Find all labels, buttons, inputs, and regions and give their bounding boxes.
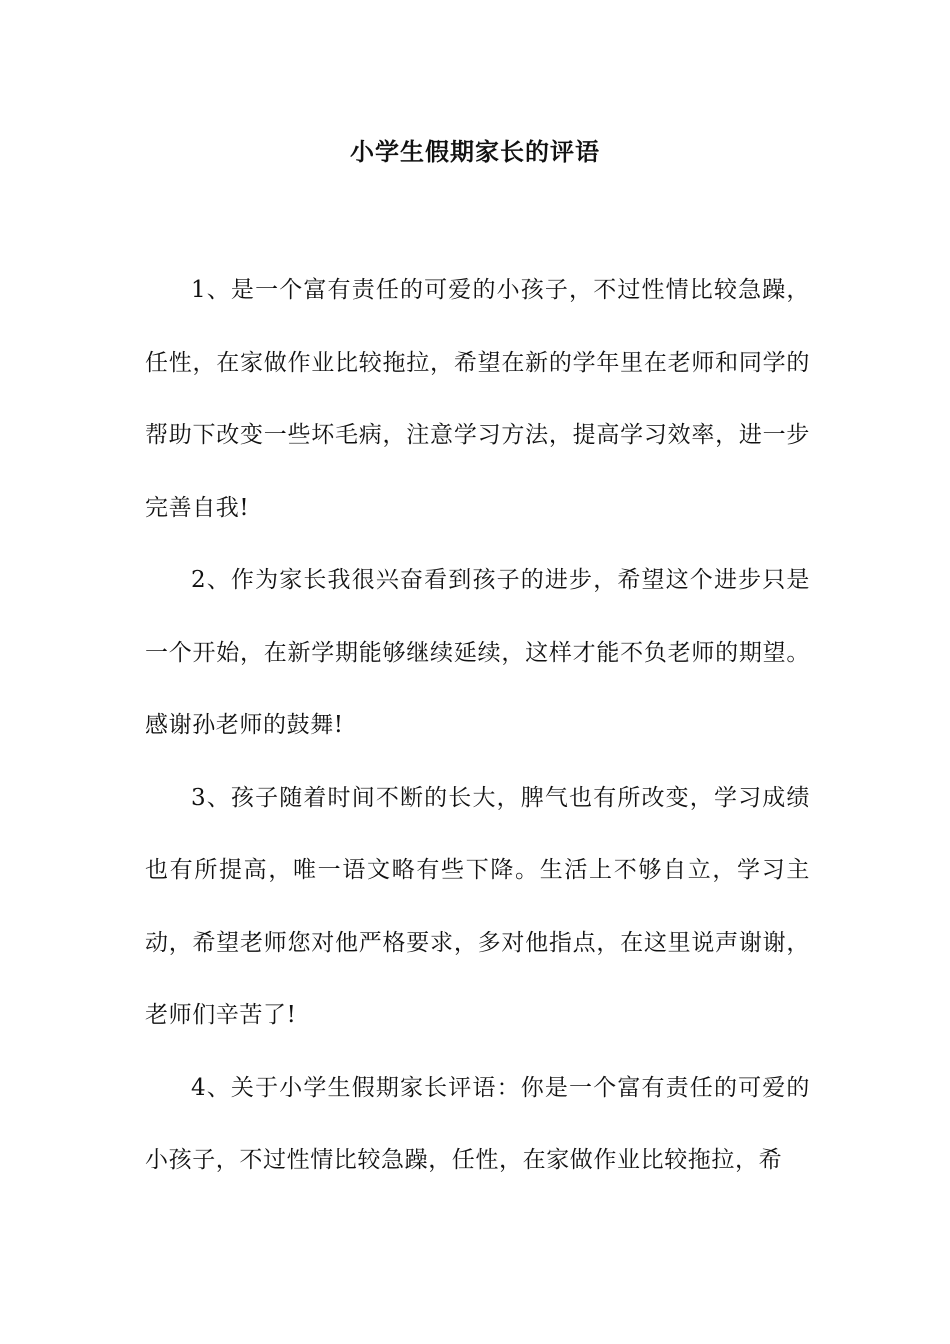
paragraph-2: 2、作为家长我很兴奋看到孩子的进步，希望这个进步只是一个开始，在新学期能够继续延续，这样才能不负老师的期望。感谢孙老师的鼓舞!: [145, 567, 810, 738]
paragraph-3: 3、孩子随着时间不断的长大，脾气也有所改变，学习成绩也有所提高，唯一语文略有些下降。生活上不够自立，学习主动，希望老师您对他严格要求，多对他指点，在这里说声谢谢，老师们辛苦了!: [145, 784, 810, 1028]
document-body: [145, 254, 810, 1197]
document-title: 小学生假期家长的评语: [350, 137, 600, 166]
paragraph-4: 4、关于小学生假期家长评语：你是一个富有责任的可爱的小孩子，不过性情比较急躁，任性，在家做作业比较拖拉，希: [145, 1074, 810, 1173]
paragraph-1: 1、是一个富有责任的可爱的小孩子，不过性情比较急躁，任性，在家做作业比较拖拉，希望在新的学年里在老师和同学的帮助下改变一些坏毛病，注意学习方法，提高学习效率，进一步完善自我!: [145, 277, 810, 521]
